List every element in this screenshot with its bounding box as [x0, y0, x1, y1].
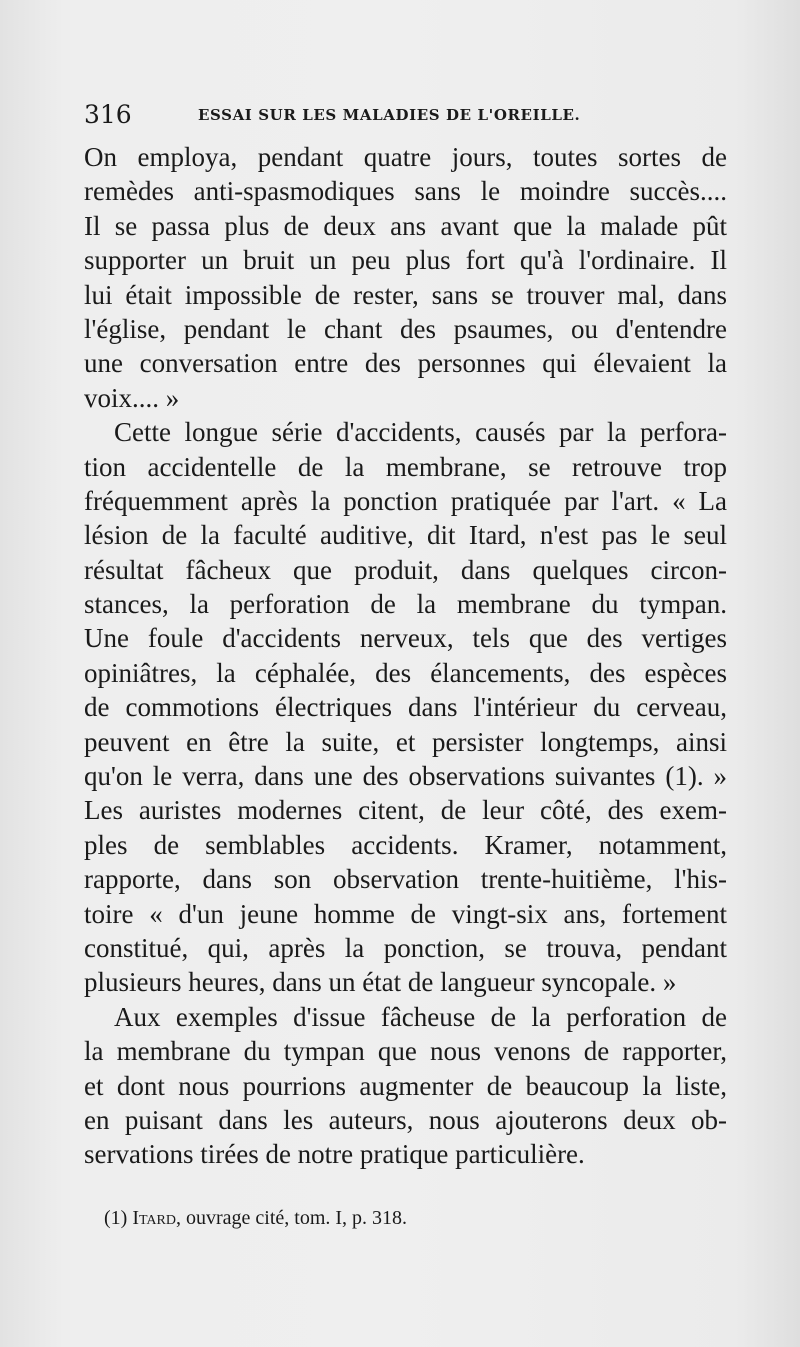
text-line: Les auristes modernes citent, de leur côté, des exem- [84, 795, 727, 826]
text-line: qu'on le verra, dans une des observations suivantes (1). » [84, 761, 727, 792]
text-line: en puisant dans les auteurs, nous ajouterons deux ob- [84, 1104, 727, 1135]
text-line: lui était impossible de rester, sans se trouver mal, dans [84, 279, 727, 310]
text-line: servations tirées de notre pratique particulière. [84, 1139, 585, 1170]
text-line: l'église, pendant le chant des psaumes, ou d'entendre [84, 313, 727, 344]
text-line: et dont nous pourrions augmenter de beaucoup la liste, [84, 1070, 727, 1101]
text-line: tion accidentelle de la membrane, se retrouve trop [84, 451, 727, 482]
text-line: supporter un bruit un peu plus fort qu'à l'ordinaire. Il [84, 245, 727, 276]
text-line: Une foule d'accidents nerveux, tels que des vertiges [84, 623, 727, 654]
footnote-marker: (1) [104, 1207, 128, 1229]
text-line: résultat fâcheux que produit, dans quelques circon- [84, 554, 727, 585]
footnote-text: , ouvrage cité, tom. I, p. 318. [175, 1207, 408, 1229]
paragraph-start-line: Aux exemples d'issue fâcheuse de la perforation de [114, 1001, 727, 1032]
text-line: Il se passa plus de deux ans avant que la malade pût [84, 210, 727, 241]
text-line: remèdes anti-spasmodiques sans le moindre succès.... [84, 176, 727, 207]
text-line: opiniâtres, la céphalée, des élancements, des espèces [84, 657, 727, 688]
text-line: ples de semblables accidents. Kramer, notamment, [84, 829, 727, 860]
text-line: On employa, pendant quatre jours, toutes sortes de [84, 142, 727, 172]
text-line: rapporte, dans son observation trente-huitième, l'his- [84, 864, 727, 895]
text-line: constitué, qui, après la ponction, se trouva, pendant [84, 932, 727, 963]
paragraph-start-line: Cette longue série d'accidents, causés par la perfora- [114, 417, 727, 448]
text-line: lésion de la faculté auditive, dit Itard, n'est pas le seul [84, 520, 727, 551]
text-line: voix.... » [84, 382, 180, 413]
text-line: plusieurs heures, dans un état de langueur syncopale. » [84, 967, 677, 998]
footnote [104, 1205, 407, 1231]
text-line: une conversation entre des personnes qui élevaient la [84, 348, 727, 379]
text-line: la membrane du tympan que nous venons de rapporter, [84, 1036, 727, 1067]
running-head [84, 98, 724, 132]
text-line: de commotions électriques dans l'intérieur du cerveau, [84, 692, 727, 723]
text-line: toire « d'un jeune homme de vingt-six ans, fortement [84, 898, 727, 929]
page-number: 316 [84, 100, 132, 129]
running-title: ESSAI SUR LES MALADIES DE L'OREILLE. [198, 106, 581, 124]
text-line: stances, la perforation de la membrane du tympan. [84, 589, 727, 620]
text-line: peuvent en être la suite, et persister longtemps, ainsi [84, 726, 727, 757]
body-text [84, 140, 727, 1172]
text-line: fréquemment après la ponction pratiquée par l'art. « La [84, 485, 727, 516]
footnote-author: Itard [132, 1207, 176, 1229]
